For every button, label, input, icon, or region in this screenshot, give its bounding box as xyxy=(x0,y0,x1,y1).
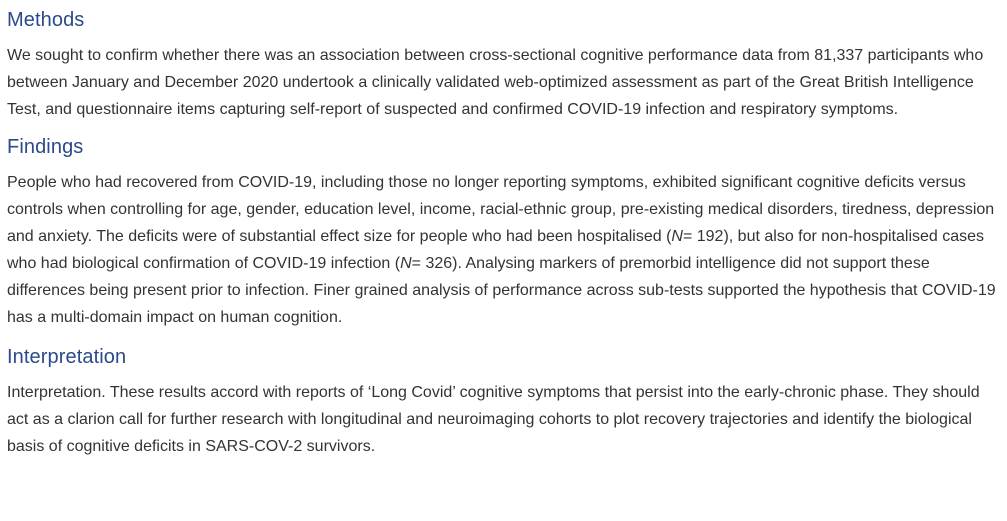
findings-heading: Findings xyxy=(7,136,84,158)
findings-text-3: = 326). Analysing markers of premorbid intelligence did not support these differences being present prior to infection. Finer grained analysis of performance across sub-tests supported the hypothesis that COVID-19 has a multi-domain impact on human cognition. xyxy=(7,255,996,326)
methods-heading: Methods xyxy=(7,9,85,31)
findings-section xyxy=(7,133,1000,331)
interpretation-paragraph: Interpretation. These results accord with reports of ‘Long Covid’ cognitive symptoms that persist into the early-chronic phase. They should act as a clarion call for further research with longitudinal and neuroimaging cohorts to plot recovery trajectories and identify the biological basis of cognitive deficits in SARS-COV-2 survivors. xyxy=(7,384,980,455)
findings-text-1: People who had recovered from COVID-19, including those no longer reporting symptoms, exhibited significant cognitive deficits versus controls when controlling for age, gender, education level, income, racial-ethnic group, pre-existing medical disorders, tiredness, depression and anxiety. The deficits were of substantial effect size for people who had been hospitalised ( xyxy=(7,174,995,245)
n-symbol-confirmed: N xyxy=(400,255,412,272)
n-symbol-hospitalised: N xyxy=(671,228,683,245)
findings-text-2: = 192), but also for non-hospitalised cases who had biological confirmation of COVID-19 infection ( xyxy=(7,228,985,272)
interpretation-heading: Interpretation xyxy=(7,346,127,368)
findings-paragraph xyxy=(7,169,1000,331)
methods-section xyxy=(7,6,1000,123)
interpretation-section xyxy=(7,343,1000,460)
methods-paragraph: We sought to confirm whether there was an association between cross-sectional cognitive performance data from 81,337 participants who between January and December 2020 undertook a clinically validated web-optimized assessment as part of the Great British Intelligence Test, and questionnaire items capturing self-report of suspected and confirmed COVID-19 infection and respiratory symptoms. xyxy=(7,47,984,118)
